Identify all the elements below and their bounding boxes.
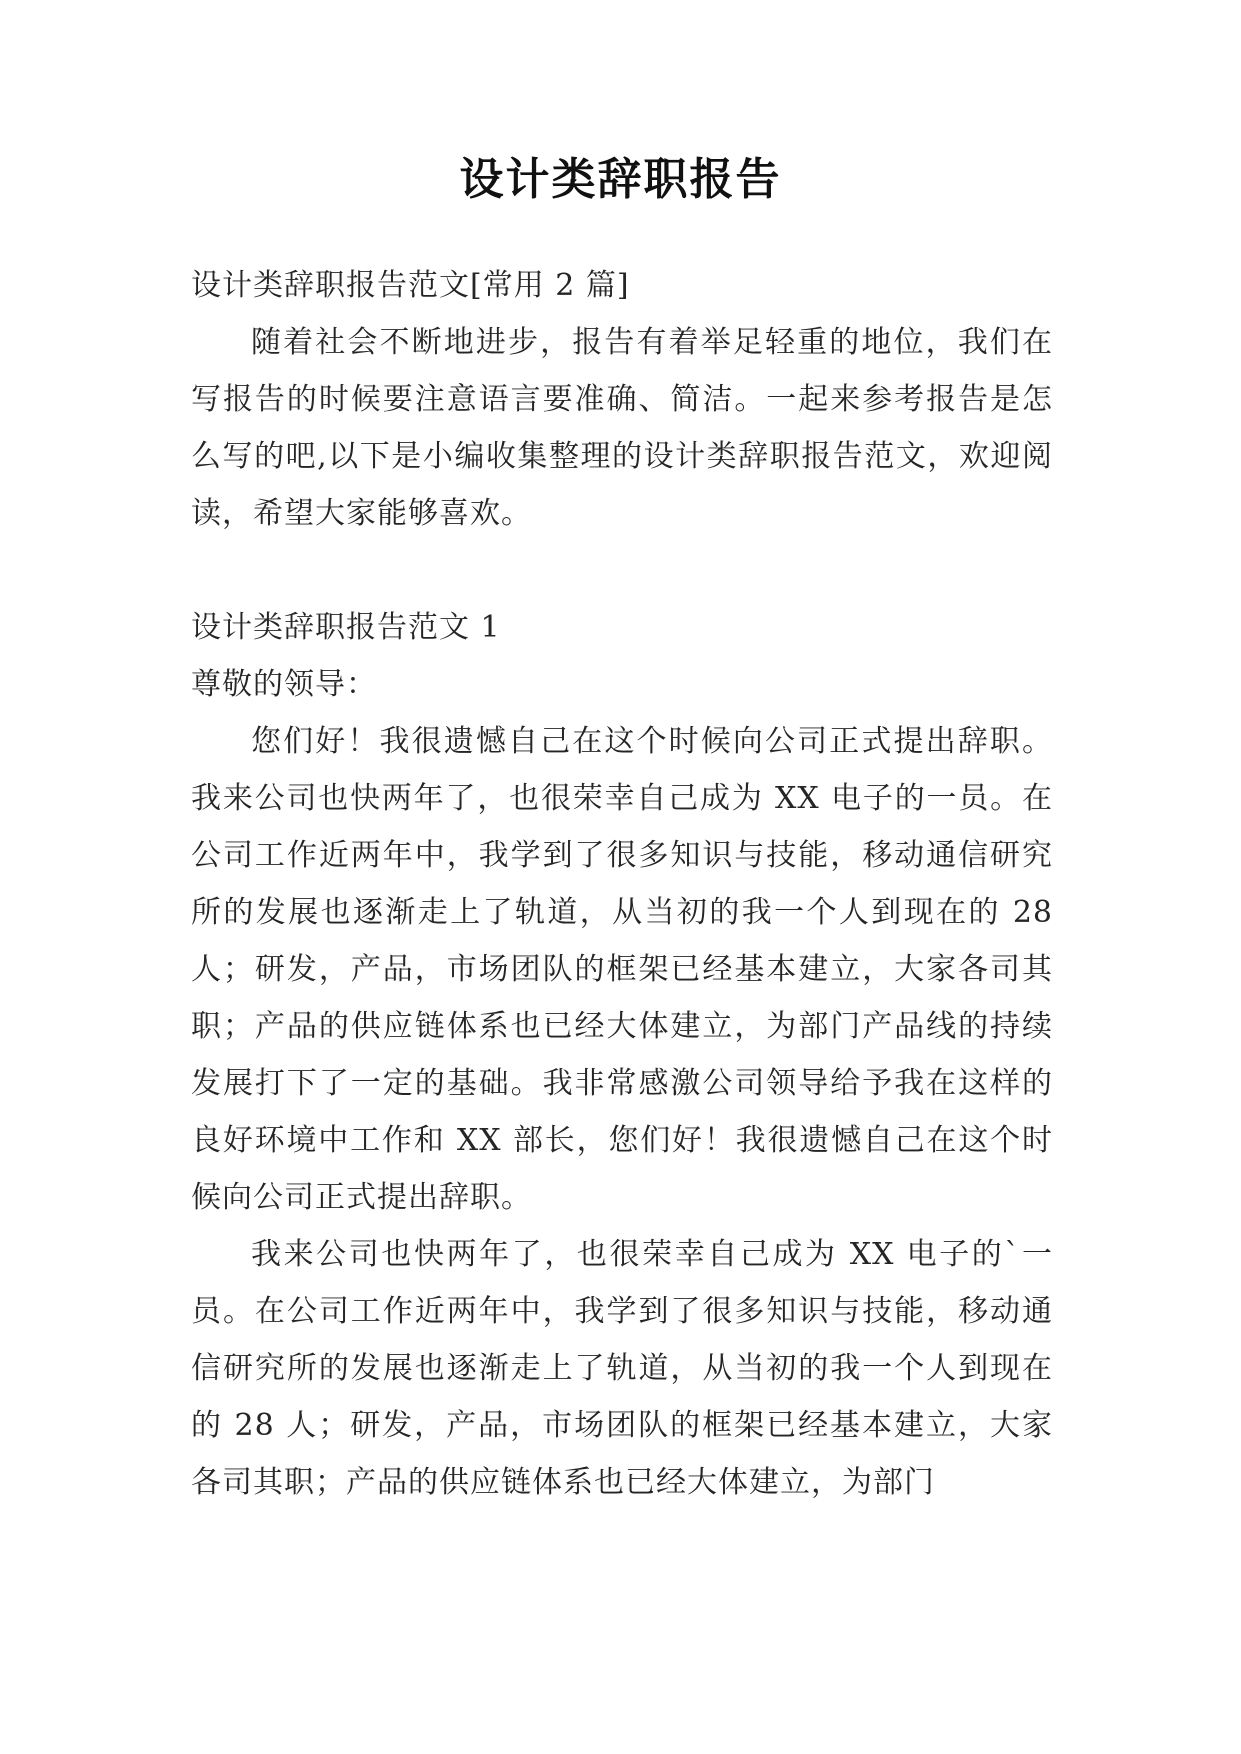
intro-paragraph: 随着社会不断地进步，报告有着举足轻重的地位，我们在写报告的时候要注意语言要准确、简洁。一起来参考报告是怎么写的吧,以下是小编收集整理的设计类辞职报告范文，欢迎阅读，希望大家能够喜欢。 xyxy=(191,325,1053,531)
salutation: 尊敬的领导： xyxy=(191,667,377,702)
document-title: 设计类辞职报告 xyxy=(459,154,782,205)
section-heading: 设计类辞职报告范文 1 xyxy=(191,610,501,645)
body-paragraph-1: 您们好！我很遗憾自己在这个时候向公司正式提出辞职。我来公司也快两年了，也很荣幸自己成为 XX 电子的一员。在公司工作近两年中，我学到了很多知识与技能，移动通信研究所的发展也逐渐走上了轨道，从当初的我一个人到现在的 28 人；研发，产品，市场团队的框架已经基本建立，大家各司其职；产品的供应链体系也已经大体建立，为部门产品线的持续发展打下了一定的基础。我非常感激公司领导给予我在这样的良好环境中工作和 XX 部长，您们好！我很遗憾自己在这个时候向公司正式提出辞职。 xyxy=(191,724,1053,1215)
body-paragraph-2: 我来公司也快两年了，也很荣幸自己成为 XX 电子的`一员。在公司工作近两年中，我学到了很多知识与技能，移动通信研究所的发展也逐渐走上了轨道，从当初的我一个人到现在的 28 人；研发，产品，市场团队的框架已经基本建立，大家各司其职；产品的供应链体系也已经大体建立，为部门 xyxy=(191,1237,1053,1500)
paragraph-spacer xyxy=(191,542,1053,599)
subtitle-line: 设计类辞职报告范文[常用 2 篇] xyxy=(191,268,630,303)
document-body xyxy=(191,257,1053,1511)
